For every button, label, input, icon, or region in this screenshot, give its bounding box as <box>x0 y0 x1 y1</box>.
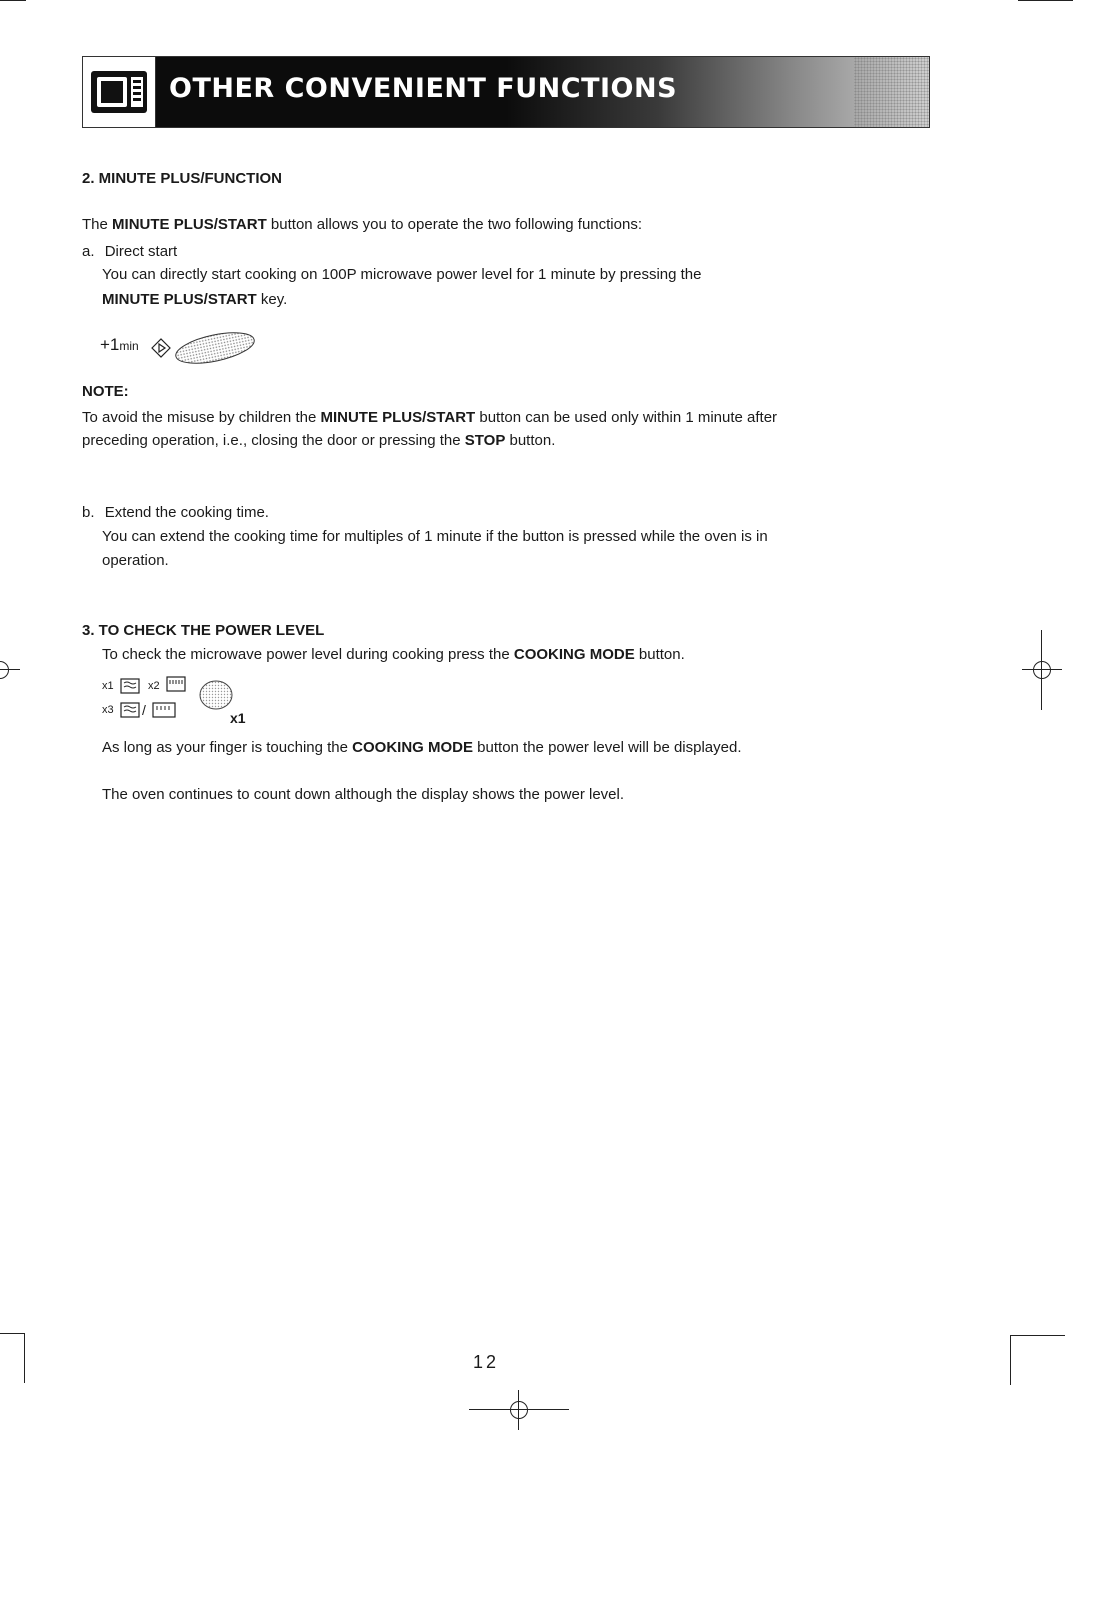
note-line-2: preceding operation, i.e., closing the door or pressing the STOP button. <box>82 432 556 449</box>
item-a-title: a. Direct start <box>82 243 178 260</box>
crop-mark-bottom-left-v <box>24 1333 25 1383</box>
note-heading: NOTE: <box>82 383 129 400</box>
microwave-mode-icon <box>120 678 140 694</box>
registration-mark-left <box>0 650 20 690</box>
banner-icon-box <box>83 57 156 127</box>
section-heading-power-level: 3. TO CHECK THE POWER LEVEL <box>82 622 325 639</box>
power-level-instruction: To check the microwave power level during cooking press the COOKING MODE button. <box>102 646 685 663</box>
press-count-label: x1 <box>230 710 246 726</box>
page-number: 12 <box>473 1352 500 1372</box>
grill-mode-icon <box>166 676 186 692</box>
banner-texture <box>854 57 929 127</box>
item-a-key: MINUTE PLUS/START key. <box>102 291 288 308</box>
item-b-line-1: You can extend the cooking time for multiples of 1 minute if the button is pressed while the oven is in <box>102 528 768 545</box>
section-heading-minute-plus: 2. MINUTE PLUS/FUNCTION <box>82 170 283 187</box>
item-a-text: You can directly start cooking on 100P microwave power level for 1 minute by pressing the <box>102 266 702 283</box>
power-level-display-text: As long as your finger is touching the COOKING MODE button the power level will be displayed. <box>102 739 742 756</box>
cooking-mode-button-icon <box>196 678 236 712</box>
crop-mark-bottom-right-h <box>1010 1335 1065 1336</box>
note-line-1: To avoid the misuse by children the MINUTE PLUS/START button can be used only within 1 minute after <box>82 409 778 426</box>
crop-mark-bottom-right-v <box>1010 1335 1011 1385</box>
crop-mark-bottom-left-h <box>0 1333 24 1334</box>
button-label-sub: min <box>119 339 139 353</box>
item-b-line-2: operation. <box>102 552 169 569</box>
item-b-title: b. Extend the cooking time. <box>82 504 269 521</box>
minute-plus-button-icon <box>170 328 260 368</box>
crop-mark-top-left <box>0 0 26 1</box>
cooking-mode-diagram: x1 x2 x3 / x1 <box>102 676 282 736</box>
registration-mark-right <box>1022 650 1062 690</box>
page-title: OTHER CONVENIENT FUNCTIONS <box>169 73 678 104</box>
microwave-icon <box>89 67 149 117</box>
registration-mark-bottom <box>499 1390 539 1430</box>
crop-mark-top-right <box>1018 0 1073 1</box>
start-diamond-icon <box>150 337 172 359</box>
section-banner <box>82 56 930 128</box>
minute-plus-diagram <box>100 335 139 356</box>
countdown-text: The oven continues to count down although the display shows the power level. <box>102 786 624 803</box>
combi-microwave-icon <box>120 702 140 718</box>
intro-paragraph: The MINUTE PLUS/START button allows you to operate the two following functions: <box>82 216 642 233</box>
combi-grill-icon <box>152 702 176 718</box>
button-label: +1 <box>100 335 120 354</box>
